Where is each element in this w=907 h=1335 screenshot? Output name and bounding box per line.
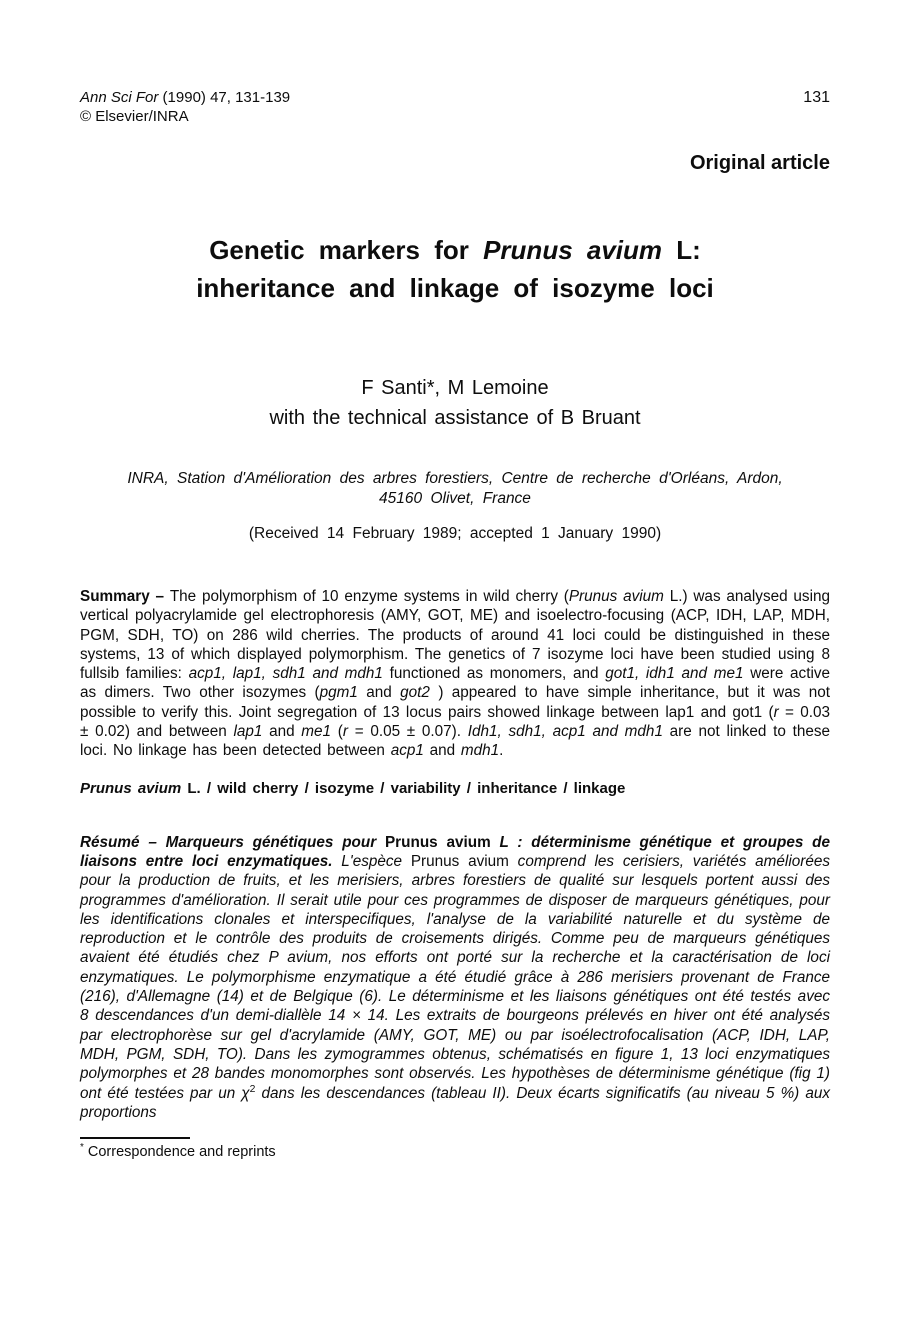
footnote-text: * Correspondence and reprints bbox=[80, 1142, 276, 1161]
summary-paragraph: Summary – The polymorphism of 10 enzyme systems in wild cherry (Prunus avium L.) was analysed using vertical polyacrylamide gel electrophoresis (AMY, GOT, ME) and isoelectro-focusing (ACP, IDH, LAP, MDH, PGM, SDH, TO) on 286 wild cherries. The products of around 41 loci could be distinguished in these systems, 13 of which displayed polymorphism. The genetics of 7 isozyme loci have been studied using 8 fullsib families: acp1, lap1, sdh1 and mdh1 functioned as monomers, and got1, idh1 and me1 were active as dimers. Two other isozymes (pgm1 and got2 ) appeared to have simple inheritance, but it was not possible to verify this. Joint segregation of 13 locus pairs showed linkage between lap1 and got1 (r = 0.03 ± 0.02) and between lap1 and me1 (r = 0.05 ± 0.07). Idh1, sdh1, acp1 and mdh1 are not linked to these loci. No linkage has been detected between acp1 and mdh1. bbox=[80, 588, 831, 760]
article-title-line1: Genetic markers for Prunus avium L: bbox=[209, 235, 701, 265]
footnote bbox=[80, 1137, 830, 1160]
keywords-line: Prunus avium L. / wild cherry / isozyme / variability / inheritance / linkage bbox=[80, 779, 626, 797]
journal-reference-block bbox=[80, 88, 290, 126]
journal-header bbox=[80, 88, 830, 126]
resume-paragraph: Résumé – Marqueurs génétiques pour Prunus avium L : déterminisme génétique et groupes de liaisons entre loci enzymatiques. L'espèce Prunus avium comprend les cerisiers, variétés améliorées pour la production de fruits, et les merisiers, arbres forestiers de qualité sur lesquels portent aussi des programmes d'amélioration. Il serait utile pour ces programmes de disposer de marqueurs génétiques, pour les identifications clonales et interspecifiques, l'analyse de la variabilité naturelle et du système de reproduction et le contrôle des produits de croisements dirigés. Comme peu de marqueurs génétiques avaient été étudiés chez P avium, nos efforts ont porté sur la recherche et la caractérisation de loci enzymatiques. Le polymorphisme enzymatique a été étudié grâce à 286 merisiers provenant de France (216), d'Allemagne (14) et de Belgique (6). Le déterminisme et les liaisons génétiques ont été testés avec 8 descendances d'un demi-diallèle 14 × 14. Les extraits de bourgeons prélevés en hiver ont été analysés par electrophorèse sur gel d'acrylamide (AMY, GOT, ME) ou par isoélectrofocalisation (ACP, IDH, LAP, MDH, PGM, SDH, TO). Dans les zymogrammes obtenus, schématisés en figure 1, 13 loci enzymatiques polymorphes et 28 bandes monomorphes sont observés. Les hypothèses de déterminisme génétique (fig 1) ont été testées par un $\chi^2$ dans les descendances (tableau II). Deux écarts significatifs (au niveau 5 %) aux proportions bbox=[80, 833, 830, 1121]
author-names: F Santi*, M Lemoine bbox=[361, 377, 549, 399]
journal-reference: Ann Sci For (1990) 47, 131-139 bbox=[80, 89, 291, 106]
copyright-line: © Elsevier/INRA bbox=[80, 108, 189, 125]
article-title-line2: inheritance and linkage of isozyme loci bbox=[196, 273, 714, 303]
footnote-rule bbox=[80, 1137, 190, 1139]
authors-block bbox=[80, 373, 830, 433]
technical-assistance: with the technical assistance of B Bruant bbox=[269, 407, 641, 429]
article-type-label: Original article bbox=[689, 152, 830, 174]
affiliation bbox=[80, 469, 830, 509]
affiliation-line2: 45160 Olivet, France bbox=[379, 490, 531, 507]
received-accepted-line: (Received 14 February 1989; accepted 1 January 1990) bbox=[248, 525, 662, 542]
article-title bbox=[80, 231, 830, 307]
affiliation-line1: INRA, Station d'Amélioration des arbres forestiers, Centre de recherche d'Orléans, Ardon, bbox=[127, 470, 783, 487]
page-number: 131 bbox=[803, 89, 830, 106]
